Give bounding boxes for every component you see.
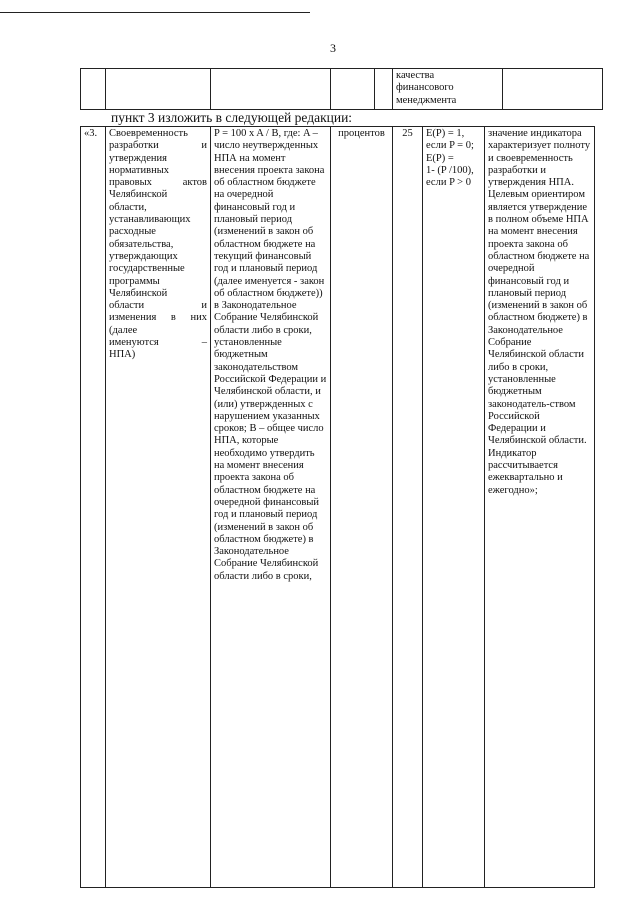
header-rule [0, 12, 310, 13]
cell [81, 69, 106, 110]
cell-management-quality: качества финансового менеджмента [393, 69, 503, 110]
cell [375, 69, 393, 110]
indicator-name: Своевременность разработки и утверждения нормативных правовых актов Челябинской области, устанавливающих расходные обязательства, утверждающих государственные программы Челябинской области и изменения в них (далее именуются – НПА) [106, 127, 211, 888]
unit: процентов [331, 127, 393, 888]
weight: 25 [393, 127, 423, 888]
indicator-comment: значение индикатора характеризует полноту и своевременность разработки и утверждения НПА. Целевым ориентиром является утверждение в полном объеме НПА на момент внесения проекта закона об областном бюджете на очередной финансовый год и плановый период (изменений в закон об областном бюджете) в Законодательное Собрание Челябинской области либо в сроки, установленные бюджетным законодатель-ством Российской Федерации и Челябинской области. Индикатор рассчитывается ежеквартально и ежегодно»; [485, 127, 595, 888]
evaluation-function: E(P) = 1, если P = 0; E(P) = 1- (P /100), если P > 0 [423, 127, 485, 888]
table-row [81, 69, 603, 110]
row-number: «3. [81, 127, 106, 888]
calculation-formula: P = 100 x A / B, где: A – число неутвержденных НПА на момент внесения проекта закона об областном бюджете на очередной финансовый год и плановый период (изменений в закон об областном бюджете на текущий финансовый год и плановый период (далее именуется - закон об областном бюджете)) в Законодательное Собрание Челябинской области либо в сроки, установленные бюджетным законодательством Российской Федерации и Челябинской области, и (или) утвержденных с нарушением указанных сроков; B – общее число НПА, которые необходимо утвердить на момент внесения проекта закона об областном бюджете на очередной финансовый год и плановый период (изменений в закон об областном бюджете) в Законодательное Собрание Челябинской области либо в сроки, [211, 127, 331, 888]
cell [211, 69, 331, 110]
cell [503, 69, 603, 110]
cell [331, 69, 375, 110]
previous-table-row [80, 68, 603, 110]
page-number: 3 [330, 41, 336, 55]
indicator-table [80, 126, 595, 888]
table-row [81, 127, 595, 888]
cell [106, 69, 211, 110]
amendment-note: пункт 3 изложить в следующей редакции: [111, 110, 353, 125]
